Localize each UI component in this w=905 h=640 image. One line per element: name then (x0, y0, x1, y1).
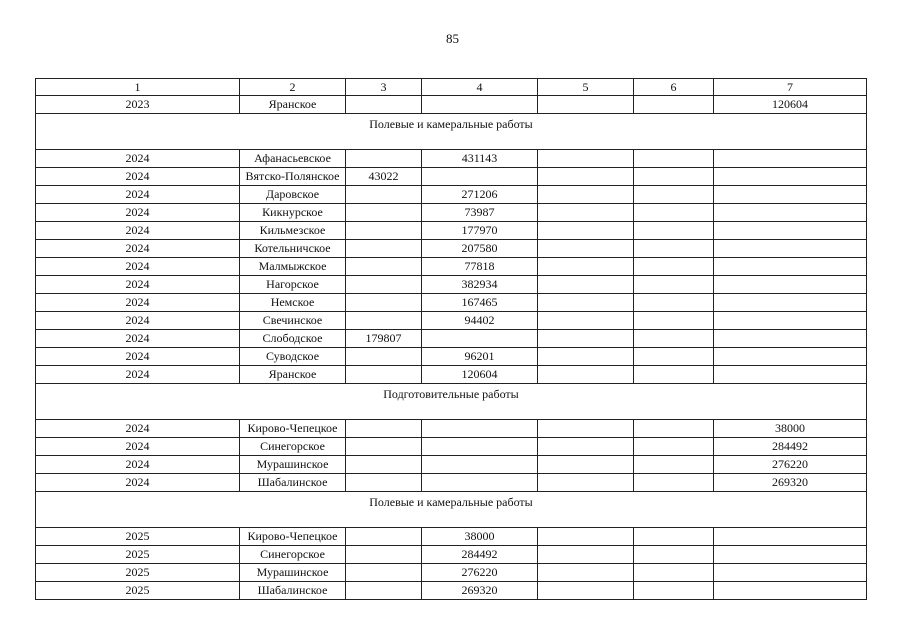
table-cell (634, 582, 714, 600)
table-cell (538, 276, 634, 294)
table-cell: Синегорское (240, 546, 346, 564)
table-cell (714, 330, 867, 348)
table-cell: 2024 (36, 420, 240, 438)
table-cell (346, 438, 422, 456)
table-cell (538, 528, 634, 546)
table-cell: 120604 (714, 96, 867, 114)
column-header: 4 (422, 79, 538, 96)
table-cell (346, 276, 422, 294)
table-cell (538, 150, 634, 168)
table-cell (714, 186, 867, 204)
table-cell: Кирово-Чепецкое (240, 528, 346, 546)
table-cell (538, 420, 634, 438)
table-cell: Вятско-Полянское (240, 168, 346, 186)
table-cell (538, 348, 634, 366)
table-cell (538, 312, 634, 330)
table-cell (538, 582, 634, 600)
section-row (36, 114, 867, 150)
table-cell: 2024 (36, 168, 240, 186)
table-cell: 179807 (346, 330, 422, 348)
table-cell: 77818 (422, 258, 538, 276)
table-cell (346, 150, 422, 168)
table-cell (538, 456, 634, 474)
column-header: 6 (634, 79, 714, 96)
table-cell (538, 168, 634, 186)
table-row (36, 276, 867, 294)
table-cell: Свечинское (240, 312, 346, 330)
table-cell: Кирово-Чепецкое (240, 420, 346, 438)
table-cell: 382934 (422, 276, 538, 294)
column-header: 7 (714, 79, 867, 96)
table-cell: 94402 (422, 312, 538, 330)
table-cell: 43022 (346, 168, 422, 186)
table-cell (538, 222, 634, 240)
table-cell (634, 330, 714, 348)
table-cell: Слободское (240, 330, 346, 348)
table-cell (422, 96, 538, 114)
table-cell (346, 312, 422, 330)
table-cell (634, 96, 714, 114)
table-cell (346, 528, 422, 546)
table-cell (422, 438, 538, 456)
table-cell: 2024 (36, 294, 240, 312)
table-cell (714, 312, 867, 330)
table-cell: Нагорское (240, 276, 346, 294)
table-cell: 2024 (36, 312, 240, 330)
table-cell: 2024 (36, 204, 240, 222)
table-cell (346, 420, 422, 438)
table-cell (422, 420, 538, 438)
table-cell (346, 546, 422, 564)
table-cell (634, 204, 714, 222)
table-cell: Кикнурское (240, 204, 346, 222)
table-cell (538, 294, 634, 312)
table-cell: 2025 (36, 564, 240, 582)
table-cell: 167465 (422, 294, 538, 312)
table-row (36, 564, 867, 582)
section-row (36, 384, 867, 420)
table-cell: 2024 (36, 186, 240, 204)
table-cell (634, 222, 714, 240)
table-row (36, 168, 867, 186)
table-cell (538, 240, 634, 258)
table-row (36, 204, 867, 222)
table-row (36, 420, 867, 438)
table-cell (538, 546, 634, 564)
table-cell: 284492 (714, 438, 867, 456)
table-body (36, 79, 867, 600)
header-row (36, 79, 867, 96)
table-cell: 276220 (422, 564, 538, 582)
table-cell (538, 564, 634, 582)
table-cell: 73987 (422, 204, 538, 222)
table-cell: 276220 (714, 456, 867, 474)
table-cell (634, 258, 714, 276)
table-cell (634, 240, 714, 258)
table-cell (714, 240, 867, 258)
table-cell: 2024 (36, 150, 240, 168)
table-cell (634, 150, 714, 168)
document-table (35, 78, 867, 600)
section-title: Подготовительные работы (36, 384, 867, 420)
table-cell: Кильмезское (240, 222, 346, 240)
table-cell (714, 366, 867, 384)
table-cell (538, 186, 634, 204)
table-cell: Мурашинское (240, 456, 346, 474)
table-cell (634, 348, 714, 366)
table-cell: 2024 (36, 456, 240, 474)
table-cell: 2024 (36, 258, 240, 276)
table-cell: 271206 (422, 186, 538, 204)
table-cell: 2024 (36, 348, 240, 366)
table-cell (346, 366, 422, 384)
table-row (36, 258, 867, 276)
table-row (36, 366, 867, 384)
table-cell (538, 330, 634, 348)
table-cell (346, 294, 422, 312)
table-cell (714, 150, 867, 168)
table-row (36, 222, 867, 240)
table-cell: Малмыжское (240, 258, 346, 276)
page-number: 85 (446, 31, 459, 46)
table-cell: 96201 (422, 348, 538, 366)
table-cell: Суводское (240, 348, 346, 366)
table-cell: 2024 (36, 330, 240, 348)
table-row (36, 312, 867, 330)
table-cell (714, 546, 867, 564)
table-cell (538, 438, 634, 456)
table-cell: Яранское (240, 366, 346, 384)
table-cell: 2023 (36, 96, 240, 114)
table-cell: Афанасьевское (240, 150, 346, 168)
column-header: 2 (240, 79, 346, 96)
table-row (36, 456, 867, 474)
table-cell (538, 258, 634, 276)
table-cell (346, 564, 422, 582)
table-cell: Немское (240, 294, 346, 312)
table-cell: 38000 (714, 420, 867, 438)
section-title: Полевые и камеральные работы (36, 492, 867, 528)
table-cell (346, 240, 422, 258)
table-row (36, 438, 867, 456)
column-header: 1 (36, 79, 240, 96)
table-row (36, 528, 867, 546)
table-cell: 207580 (422, 240, 538, 258)
table-row (36, 546, 867, 564)
section-row (36, 492, 867, 528)
table-cell (634, 312, 714, 330)
table-cell: 120604 (422, 366, 538, 384)
table-cell: 269320 (422, 582, 538, 600)
table-cell (422, 168, 538, 186)
table-cell (714, 276, 867, 294)
table-cell: 284492 (422, 546, 538, 564)
table-row (36, 240, 867, 258)
table-row (36, 186, 867, 204)
table-cell (538, 96, 634, 114)
table-cell: 2024 (36, 474, 240, 492)
table-cell: 431143 (422, 150, 538, 168)
table-cell (714, 348, 867, 366)
table-cell (422, 330, 538, 348)
table-cell: 2025 (36, 528, 240, 546)
table-cell: 2024 (36, 240, 240, 258)
table-cell: Даровское (240, 186, 346, 204)
table-cell (634, 474, 714, 492)
table-cell (538, 366, 634, 384)
table-cell (634, 420, 714, 438)
table-row (36, 474, 867, 492)
column-header: 3 (346, 79, 422, 96)
table-cell (346, 258, 422, 276)
table-cell (346, 186, 422, 204)
table-cell (346, 456, 422, 474)
table-cell (714, 564, 867, 582)
table-cell (346, 96, 422, 114)
table-cell (714, 204, 867, 222)
table-cell (634, 528, 714, 546)
table-cell: 269320 (714, 474, 867, 492)
table-cell (422, 474, 538, 492)
table-cell: Синегорское (240, 438, 346, 456)
table-row (36, 96, 867, 114)
table-cell: Шабалинское (240, 582, 346, 600)
table-row (36, 348, 867, 366)
table-cell: 177970 (422, 222, 538, 240)
table-cell (538, 204, 634, 222)
table-cell: Котельничское (240, 240, 346, 258)
table-cell (634, 456, 714, 474)
table-cell (714, 528, 867, 546)
table-cell (714, 258, 867, 276)
table-cell (634, 564, 714, 582)
table-cell (346, 348, 422, 366)
table-cell: 2024 (36, 366, 240, 384)
table-cell (422, 456, 538, 474)
table-cell (634, 186, 714, 204)
table-cell (714, 222, 867, 240)
table-cell: 2025 (36, 582, 240, 600)
table-cell (538, 474, 634, 492)
section-title: Полевые и камеральные работы (36, 114, 867, 150)
table-cell (634, 276, 714, 294)
table-cell (634, 168, 714, 186)
table-cell: Яранское (240, 96, 346, 114)
table-cell (714, 168, 867, 186)
table-row (36, 150, 867, 168)
table-row (36, 294, 867, 312)
table-cell (346, 204, 422, 222)
table-cell: 2025 (36, 546, 240, 564)
table-cell (346, 474, 422, 492)
table-cell (714, 582, 867, 600)
table-cell (346, 582, 422, 600)
table-cell: Мурашинское (240, 564, 346, 582)
table-cell: 2024 (36, 438, 240, 456)
table-row (36, 330, 867, 348)
table-cell (634, 546, 714, 564)
table-cell (634, 366, 714, 384)
table-cell: 2024 (36, 276, 240, 294)
table-cell: 38000 (422, 528, 538, 546)
table-cell (634, 438, 714, 456)
table-cell: Шабалинское (240, 474, 346, 492)
table-cell (714, 294, 867, 312)
table-cell: 2024 (36, 222, 240, 240)
column-header: 5 (538, 79, 634, 96)
table-row (36, 582, 867, 600)
table-cell (634, 294, 714, 312)
table-cell (346, 222, 422, 240)
